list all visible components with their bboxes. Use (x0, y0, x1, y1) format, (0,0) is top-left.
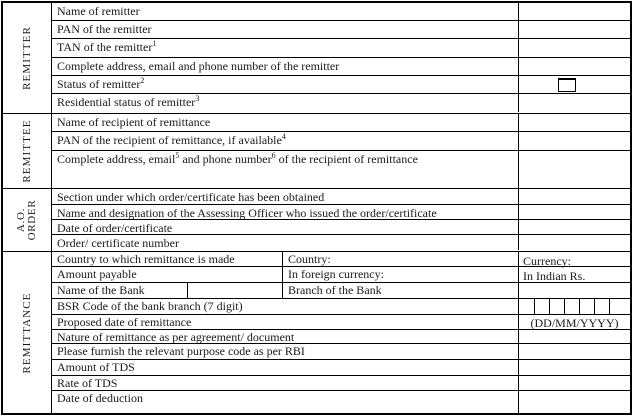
field-label: Nature of remittance as per agreement/ document (57, 330, 295, 343)
section-label-text: A.O. ORDER (15, 199, 38, 241)
section-remittance (3, 252, 630, 413)
footnote-ref: 1 (152, 39, 157, 48)
field-label: PAN of the remitter (57, 22, 152, 36)
input-cell-ao-officer[interactable] (518, 205, 630, 219)
section-rows (52, 189, 630, 251)
footnote-ref: 6 (271, 151, 276, 160)
field-label-branch: Branch of the Bank (282, 283, 518, 298)
input-cell-tds-amount[interactable] (518, 360, 630, 375)
input-cell-remitter-residential-status[interactable] (518, 94, 630, 112)
field-label: TAN of the remitter$^1$ (57, 39, 157, 54)
bsr-digit-cell[interactable] (564, 299, 579, 314)
bsr-digit-cell[interactable] (549, 299, 564, 314)
row-remitter-residential-status (52, 94, 630, 112)
field-label: Order/ certificate number (57, 236, 179, 250)
row-remittance-country (52, 252, 630, 267)
field-label: Residential status of remitter$^3$ (57, 94, 200, 109)
row-remitter-pan (52, 21, 630, 39)
section-rows (52, 252, 630, 413)
bsr-digit-cell[interactable] (594, 299, 609, 314)
input-cell-nature[interactable] (518, 330, 630, 343)
field-label: Complete address, email$^5$ and phone number$^6$ of the recipient of remittance (57, 151, 418, 166)
bsr-digit-cell[interactable] (519, 299, 534, 314)
section-remitter (3, 3, 630, 114)
section-label-text: REMITTEE (21, 119, 33, 183)
section-rows (52, 3, 630, 113)
field-label: PAN of the recipient of remittance, if available$^4$ (57, 132, 286, 147)
row-ao-section (52, 189, 630, 205)
input-cell-remittee-pan[interactable] (518, 132, 630, 150)
row-remittee-name (52, 114, 630, 132)
row-ao-order-number (52, 235, 630, 250)
input-cell-ao-order-number[interactable] (518, 235, 630, 250)
bsr-digit-cell[interactable] (534, 299, 549, 314)
row-remittee-address (52, 151, 630, 188)
row-remittance-tds-amount (52, 360, 630, 376)
remittance-form-table (1, 1, 632, 415)
input-cell-currency[interactable]: Currency: (518, 252, 630, 266)
footnote-ref: 3 (195, 94, 200, 103)
input-cell-bank-branch[interactable] (518, 283, 630, 298)
row-remittance-purpose-code (52, 344, 630, 360)
footnote-ref: 2 (140, 76, 145, 85)
section-label-remittee (3, 114, 52, 188)
input-cell-amount-indian-rs[interactable]: In Indian Rs. (518, 267, 630, 282)
row-remittee-pan (52, 132, 630, 151)
row-remittance-bsr (52, 299, 630, 315)
date-format-hint: (DD/MM/YYYY) (530, 316, 619, 330)
input-cell-ao-section[interactable] (518, 189, 630, 204)
field-label: Rate of TDS (57, 376, 118, 390)
field-label: Name of the Bank (57, 283, 145, 297)
input-cell-purpose-code[interactable] (518, 344, 630, 359)
row-remittance-bank (52, 283, 630, 299)
input-cell-proposed-date[interactable] (518, 315, 630, 329)
footnote-ref: 5 (175, 151, 180, 160)
section-ao-order (3, 189, 630, 252)
section-label-text: REMITTANCE (21, 291, 33, 374)
field-label: Date of deduction (57, 391, 143, 405)
row-remittance-proposed-date (52, 315, 630, 330)
field-label: Name of recipient of remittance (57, 115, 211, 129)
input-cell-remitter-status[interactable] (518, 76, 630, 93)
section-label-remitter (3, 3, 52, 113)
field-label: Complete address, email and phone number of the remitter (57, 59, 340, 73)
section-label-text: REMITTER (21, 26, 33, 90)
section-remittee (3, 114, 630, 189)
row-ao-officer (52, 205, 630, 220)
input-cell-remittee-name[interactable] (518, 114, 630, 131)
field-label: Name of remitter (57, 4, 140, 18)
row-ao-order-date (52, 220, 630, 235)
input-cell-remitter-pan[interactable] (518, 21, 630, 38)
field-label: BSR Code of the bank branch (7 digit) (57, 299, 243, 313)
row-remittance-amount (52, 267, 630, 283)
input-cell-bank-name[interactable] (187, 283, 282, 298)
bsr-digit-cell[interactable] (579, 299, 594, 314)
field-label: Date of order/certificate (57, 221, 173, 234)
field-label: Amount of TDS (57, 360, 135, 374)
input-cell-deduction-date[interactable] (518, 391, 630, 413)
input-cell-remitter-tan[interactable] (518, 39, 630, 57)
field-label: Please furnish the relevant purpose code as per RBI (57, 344, 305, 358)
input-cell-tds-rate[interactable] (518, 376, 630, 390)
section-label-ao-order (3, 189, 52, 251)
field-label: Section under which order/certificate has been obtained (57, 190, 325, 204)
input-cell-remitter-name[interactable] (518, 3, 630, 20)
field-label: Amount payable (57, 267, 137, 281)
row-remittance-nature (52, 330, 630, 344)
row-remittance-deduction-date (52, 391, 630, 413)
input-cell-amount-foreign-currency[interactable]: In foreign currency: (282, 267, 518, 282)
footnote-ref: 4 (281, 132, 286, 141)
row-remitter-name (52, 3, 630, 21)
row-remitter-address (52, 58, 630, 76)
input-cell-country[interactable]: Country: (282, 252, 518, 266)
status-checkbox[interactable] (558, 78, 576, 92)
field-label: Country to which remittance is made (57, 252, 235, 266)
section-rows (52, 114, 630, 188)
field-label: Name and designation of the Assessing Officer who issued the order/certificate (57, 206, 437, 219)
bsr-code-boxes (518, 299, 630, 314)
field-label: Status of remitter$^2$ (57, 76, 145, 91)
section-label-remittance (3, 252, 52, 413)
row-remitter-tan (52, 39, 630, 58)
input-cell-ao-order-date[interactable] (518, 220, 630, 234)
row-remittance-tds-rate (52, 376, 630, 391)
input-cell-remitter-address[interactable] (518, 58, 630, 75)
input-cell-remittee-address[interactable] (518, 151, 630, 188)
bsr-digit-cell[interactable] (609, 299, 630, 314)
field-label: Proposed date of remittance (57, 315, 192, 329)
row-remitter-status (52, 76, 630, 94)
